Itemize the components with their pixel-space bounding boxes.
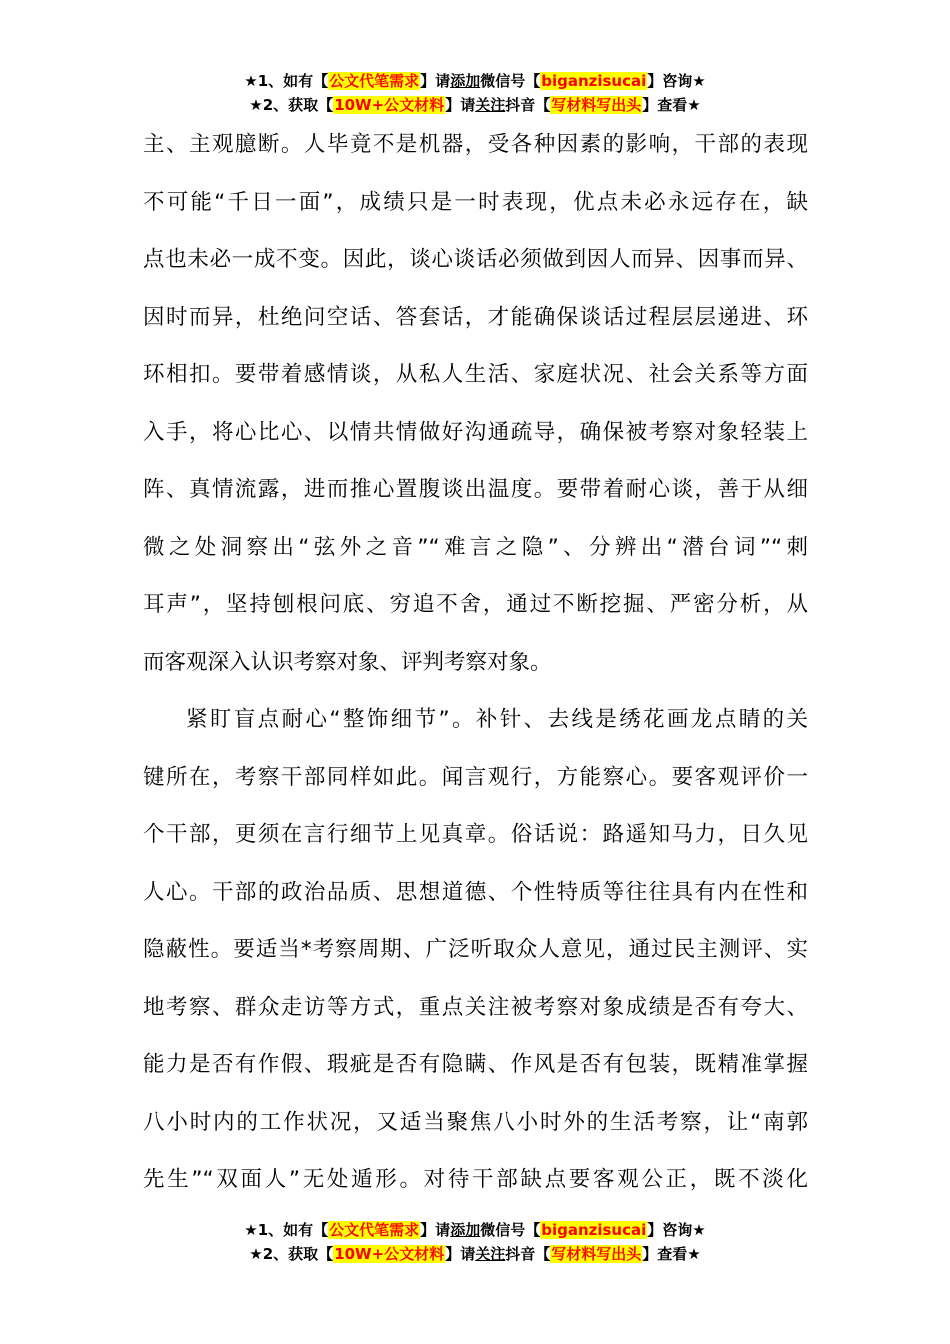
text-line: 能力是否有作假、瑕疵是否有隐瞒、作风是否有包装，既精准掌握 xyxy=(143,1052,808,1077)
banner-line-1 xyxy=(0,69,950,93)
banner-line-1 xyxy=(0,1218,950,1242)
banner-highlight: 写材料写出头 xyxy=(551,1245,642,1263)
banner-text: 抖音【 xyxy=(505,1245,551,1263)
text-line: 微之处洞察出“弦外之音”“难言之隐”、分辨出“潜台词”“刺 xyxy=(143,534,808,560)
banner-text: 微信号【 xyxy=(480,1221,541,1239)
banner-text: 】查看★ xyxy=(642,1245,701,1263)
text-line: 主、主观臆断。人毕竟不是机器，受各种因素的影响，干部的表现 xyxy=(143,132,808,157)
banner-line-2 xyxy=(0,1242,950,1266)
banner-text: 】查看★ xyxy=(642,96,701,114)
banner-highlight: 10W+公文材料 xyxy=(334,96,445,114)
banner-highlight: 公文代笔需求 xyxy=(329,1221,420,1239)
banner-highlight: 写材料写出头 xyxy=(551,96,642,114)
banner-text: ★2、获取【 xyxy=(249,96,334,114)
banner-underlined: 添加 xyxy=(450,1221,481,1239)
banner-highlight: 公文代笔需求 xyxy=(329,72,420,90)
text-line: 环相扣。要带着感情谈，从私人生活、家庭状况、社会关系等方面 xyxy=(143,362,808,387)
text-line: 人心。干部的政治品质、思想道德、个性特质等往往具有内在性和 xyxy=(143,879,808,905)
paragraph-1 xyxy=(143,116,808,691)
paragraph-2 xyxy=(143,691,808,1209)
text-line: 紧盯盲点耐心“整饰细节”。补针、去线是绣花画龙点睛的关 xyxy=(186,707,808,732)
footer-banner xyxy=(0,1218,950,1266)
text-line: 隐蔽性。要适当*考察周期、广泛听取众人意见，通过民主测评、实 xyxy=(143,937,808,962)
text-line: 键所在，考察干部同样如此。闻言观行，方能察心。要客观评价一 xyxy=(143,764,808,790)
banner-underlined: 关注 xyxy=(475,1245,506,1263)
banner-text: 】请 xyxy=(445,1245,476,1263)
text-line: 先生”“双面人”无处遁形。对待干部缺点要客观公正，既不淡化 xyxy=(143,1167,808,1192)
text-line: 而客观深入认识考察对象、评判考察对象。 xyxy=(143,649,552,675)
text-line: 耳声”，坚持刨根问底、穷追不舍，通过不断挖掘、严密分析，从 xyxy=(143,592,808,617)
banner-highlight: 10W+公文材料 xyxy=(334,1245,445,1263)
banner-text: 】咨询★ xyxy=(647,1221,706,1239)
banner-highlight: biganzisucai xyxy=(541,1221,647,1239)
header-banner xyxy=(0,69,950,117)
banner-text: 】请 xyxy=(445,96,476,114)
banner-underlined: 添加 xyxy=(450,72,481,90)
text-line: 个干部，更须在言行细节上见真章。俗话说：路遥知马力，日久见 xyxy=(143,822,808,847)
banner-text: 】咨询★ xyxy=(647,72,706,90)
text-line: 八小时内的工作状况，又适当聚焦八小时外的生活考察，让“南郭 xyxy=(143,1109,808,1135)
document-body xyxy=(143,116,808,1209)
text-line: 点也未必一成不变。因此，谈心谈话必须做到因人而异、因事而异、 xyxy=(143,247,808,272)
banner-text: 】请 xyxy=(420,1221,451,1239)
banner-underlined: 关注 xyxy=(475,96,506,114)
banner-line-2 xyxy=(0,93,950,117)
text-line: 因时而异，杜绝问空话、答套话，才能确保谈话过程层层递进、环 xyxy=(143,304,808,330)
banner-text: 抖音【 xyxy=(505,96,551,114)
text-line: 不可能“千日一面”，成绩只是一时表现，优点未必永远存在，缺 xyxy=(143,189,808,215)
text-line: 阵、真情流露，进而推心置腹谈出温度。要带着耐心谈，善于从细 xyxy=(143,477,808,502)
banner-text: 微信号【 xyxy=(480,72,541,90)
text-line: 地考察、群众走访等方式，重点关注被考察对象成绩是否有夸大、 xyxy=(143,994,808,1020)
banner-text: ★1、如有【 xyxy=(244,1221,329,1239)
banner-text: ★1、如有【 xyxy=(244,72,329,90)
banner-text: ★2、获取【 xyxy=(249,1245,334,1263)
banner-text: 】请 xyxy=(420,72,451,90)
text-line: 入手，将心比心、以情共情做好沟通疏导，确保被考察对象轻装上 xyxy=(143,419,808,445)
banner-highlight: biganzisucai xyxy=(541,72,647,90)
